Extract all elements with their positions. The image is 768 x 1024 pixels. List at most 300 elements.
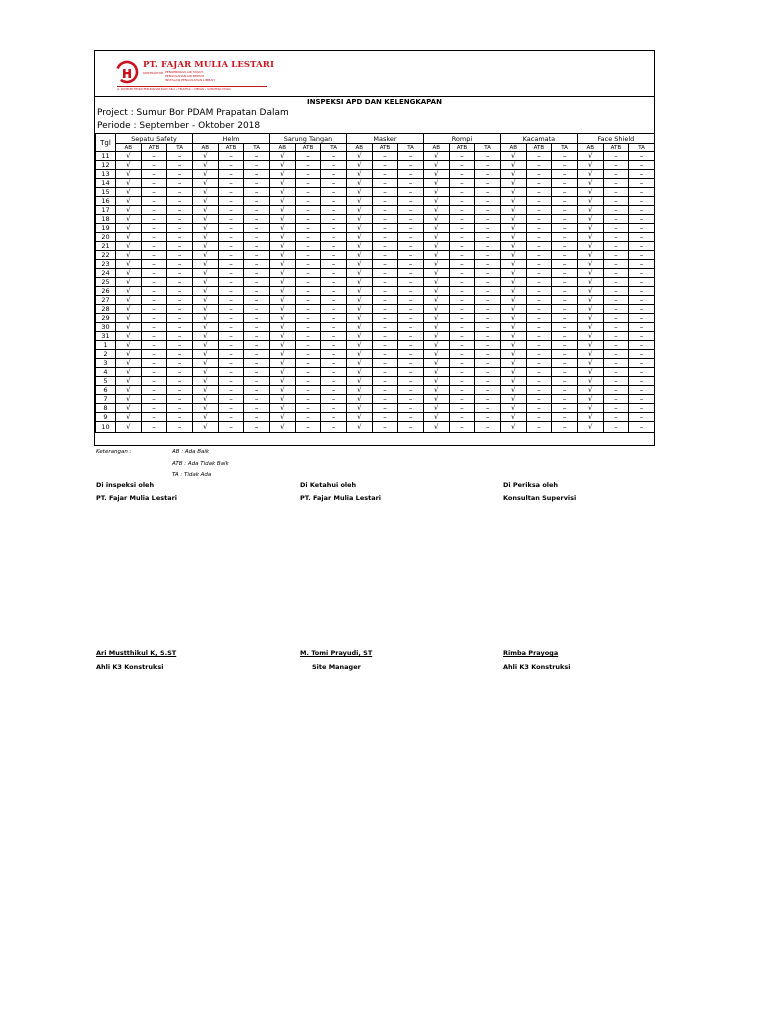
status-cell-atb: – xyxy=(603,179,629,188)
date-column-header: Tgl xyxy=(96,134,116,152)
status-cell-ta: – xyxy=(475,278,501,287)
status-cell-ab: √ xyxy=(577,359,603,368)
status-cell-ta: – xyxy=(552,314,578,323)
date-cell: 29 xyxy=(96,314,116,323)
status-cell-ta: – xyxy=(244,395,270,404)
group-header: Helm xyxy=(193,134,270,144)
status-cell-ta: – xyxy=(629,395,655,404)
status-cell-ta: – xyxy=(167,404,193,413)
sub-header: TA xyxy=(629,144,655,152)
status-cell-atb: – xyxy=(526,341,552,350)
status-cell-ta: – xyxy=(398,269,424,278)
status-cell-ta: – xyxy=(552,305,578,314)
status-cell-ab: √ xyxy=(423,341,449,350)
sub-header: ATB xyxy=(218,144,244,152)
status-cell-ab: √ xyxy=(270,233,296,242)
status-cell-ab: √ xyxy=(116,179,142,188)
table-row xyxy=(96,323,655,332)
status-cell-ta: – xyxy=(167,233,193,242)
status-cell-ta: – xyxy=(552,179,578,188)
status-cell-atb: – xyxy=(526,197,552,206)
status-cell-ab: √ xyxy=(423,260,449,269)
status-cell-ab: √ xyxy=(346,242,372,251)
table-row xyxy=(96,404,655,413)
status-cell-ta: – xyxy=(167,188,193,197)
status-cell-atb: – xyxy=(218,251,244,260)
status-cell-ab: √ xyxy=(500,314,526,323)
status-cell-atb: – xyxy=(295,251,321,260)
status-cell-ab: √ xyxy=(116,224,142,233)
status-cell-atb: – xyxy=(218,359,244,368)
status-cell-ta: – xyxy=(167,215,193,224)
sub-header: ATB xyxy=(372,144,398,152)
status-cell-ab: √ xyxy=(116,161,142,170)
status-cell-atb: – xyxy=(526,224,552,233)
group-header: Sepatu Safety xyxy=(116,134,193,144)
date-cell: 27 xyxy=(96,296,116,305)
status-cell-ta: – xyxy=(629,404,655,413)
date-cell: 14 xyxy=(96,179,116,188)
status-cell-atb: – xyxy=(449,260,475,269)
status-cell-atb: – xyxy=(372,341,398,350)
status-cell-atb: – xyxy=(603,287,629,296)
status-cell-ta: – xyxy=(167,422,193,433)
status-cell-atb: – xyxy=(141,395,167,404)
status-cell-atb: – xyxy=(449,287,475,296)
table-row xyxy=(96,170,655,179)
status-cell-ta: – xyxy=(629,278,655,287)
status-cell-ab: √ xyxy=(116,359,142,368)
status-cell-ta: – xyxy=(552,422,578,433)
date-cell: 15 xyxy=(96,188,116,197)
status-cell-ab: √ xyxy=(193,170,219,179)
status-cell-ta: – xyxy=(629,170,655,179)
company-subtitle-2: PENGEBORAN AIR TANAH xyxy=(165,70,203,74)
status-cell-atb: – xyxy=(449,413,475,422)
status-cell-atb: – xyxy=(218,377,244,386)
sub-header: ATB xyxy=(526,144,552,152)
status-cell-ta: – xyxy=(244,314,270,323)
status-cell-atb: – xyxy=(526,206,552,215)
status-cell-atb: – xyxy=(141,161,167,170)
status-cell-ta: – xyxy=(244,215,270,224)
status-cell-ta: – xyxy=(244,233,270,242)
status-cell-ta: – xyxy=(321,296,347,305)
status-cell-ab: √ xyxy=(193,395,219,404)
status-cell-ab: √ xyxy=(346,233,372,242)
status-cell-ta: – xyxy=(398,206,424,215)
status-cell-ab: √ xyxy=(423,152,449,161)
status-cell-ta: – xyxy=(475,287,501,296)
status-cell-atb: – xyxy=(141,215,167,224)
status-cell-ta: – xyxy=(552,278,578,287)
status-cell-ab: √ xyxy=(577,242,603,251)
status-cell-ta: – xyxy=(321,350,347,359)
status-cell-atb: – xyxy=(141,305,167,314)
status-cell-atb: – xyxy=(449,170,475,179)
status-cell-ta: – xyxy=(398,305,424,314)
status-cell-atb: – xyxy=(372,368,398,377)
status-cell-atb: – xyxy=(526,305,552,314)
status-cell-atb: – xyxy=(449,395,475,404)
status-cell-ab: √ xyxy=(193,251,219,260)
status-cell-ta: – xyxy=(475,170,501,179)
project-line: Project : Sumur Bor PDAM Prapatan Dalam xyxy=(97,108,289,118)
status-cell-atb: – xyxy=(295,161,321,170)
status-cell-atb: – xyxy=(526,395,552,404)
status-cell-ab: √ xyxy=(346,332,372,341)
status-cell-ta: – xyxy=(244,269,270,278)
status-cell-atb: – xyxy=(372,215,398,224)
status-cell-ab: √ xyxy=(423,332,449,341)
status-cell-atb: – xyxy=(295,359,321,368)
status-cell-ab: √ xyxy=(270,395,296,404)
date-cell: 5 xyxy=(96,377,116,386)
status-cell-ta: – xyxy=(552,368,578,377)
status-cell-ab: √ xyxy=(116,386,142,395)
status-cell-ta: – xyxy=(552,233,578,242)
status-cell-ta: – xyxy=(321,287,347,296)
status-cell-ta: – xyxy=(398,152,424,161)
table-row xyxy=(96,422,655,433)
status-cell-ta: – xyxy=(167,287,193,296)
status-cell-atb: – xyxy=(449,296,475,305)
status-cell-atb: – xyxy=(449,278,475,287)
status-cell-atb: – xyxy=(295,269,321,278)
status-cell-ab: √ xyxy=(423,161,449,170)
status-cell-ab: √ xyxy=(193,404,219,413)
status-cell-ta: – xyxy=(244,422,270,433)
company-name: PT. FAJAR MULIA LESTARI xyxy=(143,60,275,70)
status-cell-atb: – xyxy=(603,422,629,433)
status-cell-atb: – xyxy=(218,197,244,206)
status-cell-ab: √ xyxy=(116,377,142,386)
status-cell-atb: – xyxy=(526,377,552,386)
table-row xyxy=(96,179,655,188)
status-cell-ta: – xyxy=(398,341,424,350)
date-cell: 31 xyxy=(96,332,116,341)
status-cell-ab: √ xyxy=(577,314,603,323)
status-cell-atb: – xyxy=(218,323,244,332)
status-cell-ab: √ xyxy=(577,287,603,296)
status-cell-ta: – xyxy=(629,179,655,188)
status-cell-ab: √ xyxy=(270,260,296,269)
status-cell-ab: √ xyxy=(577,278,603,287)
status-cell-atb: – xyxy=(372,206,398,215)
status-cell-atb: – xyxy=(449,359,475,368)
date-cell: 28 xyxy=(96,305,116,314)
status-cell-atb: – xyxy=(372,305,398,314)
table-row xyxy=(96,206,655,215)
signature-1-org: PT. Fajar Mulia Lestari xyxy=(96,494,178,502)
status-cell-ab: √ xyxy=(500,215,526,224)
signature-2-title: Site Manager xyxy=(312,663,361,671)
status-cell-ta: – xyxy=(629,296,655,305)
status-cell-ta: – xyxy=(244,368,270,377)
status-cell-ab: √ xyxy=(346,350,372,359)
status-cell-ab: √ xyxy=(577,251,603,260)
status-cell-ab: √ xyxy=(116,260,142,269)
group-header: Sarung Tangan xyxy=(270,134,347,144)
status-cell-atb: – xyxy=(218,179,244,188)
status-cell-atb: – xyxy=(218,296,244,305)
table-row xyxy=(96,224,655,233)
status-cell-ta: – xyxy=(167,377,193,386)
table-row xyxy=(96,413,655,422)
status-cell-ta: – xyxy=(321,341,347,350)
status-cell-ta: – xyxy=(629,368,655,377)
status-cell-ab: √ xyxy=(116,395,142,404)
sub-header: AB xyxy=(577,144,603,152)
status-cell-ab: √ xyxy=(346,296,372,305)
status-cell-ab: √ xyxy=(423,278,449,287)
status-cell-ab: √ xyxy=(270,278,296,287)
status-cell-ab: √ xyxy=(270,323,296,332)
date-cell: 12 xyxy=(96,161,116,170)
status-cell-ab: √ xyxy=(270,377,296,386)
status-cell-ta: – xyxy=(321,395,347,404)
status-cell-atb: – xyxy=(141,422,167,433)
status-cell-ta: – xyxy=(475,359,501,368)
table-row xyxy=(96,242,655,251)
status-cell-ab: √ xyxy=(270,269,296,278)
status-cell-atb: – xyxy=(295,368,321,377)
status-cell-ab: √ xyxy=(577,161,603,170)
status-cell-atb: – xyxy=(218,350,244,359)
status-cell-atb: – xyxy=(449,386,475,395)
status-cell-atb: – xyxy=(372,296,398,305)
status-cell-ab: √ xyxy=(270,350,296,359)
status-cell-atb: – xyxy=(372,152,398,161)
status-cell-atb: – xyxy=(603,170,629,179)
status-cell-ab: √ xyxy=(116,413,142,422)
status-cell-atb: – xyxy=(372,278,398,287)
status-cell-ta: – xyxy=(244,251,270,260)
status-cell-ta: – xyxy=(475,296,501,305)
status-cell-ta: – xyxy=(552,341,578,350)
signature-3-role: Di Periksa oleh xyxy=(503,481,559,489)
status-cell-ab: √ xyxy=(116,188,142,197)
table-row xyxy=(96,260,655,269)
status-cell-ab: √ xyxy=(193,188,219,197)
status-cell-ab: √ xyxy=(423,314,449,323)
status-cell-ab: √ xyxy=(116,197,142,206)
date-cell: 17 xyxy=(96,206,116,215)
status-cell-ab: √ xyxy=(500,170,526,179)
status-cell-ab: √ xyxy=(423,242,449,251)
status-cell-ab: √ xyxy=(577,332,603,341)
sub-header: TA xyxy=(244,144,270,152)
status-cell-ta: – xyxy=(244,278,270,287)
status-cell-atb: – xyxy=(218,161,244,170)
status-cell-ta: – xyxy=(167,206,193,215)
status-cell-ab: √ xyxy=(346,179,372,188)
status-cell-ta: – xyxy=(398,377,424,386)
table-row xyxy=(96,197,655,206)
table-row xyxy=(96,341,655,350)
status-cell-atb: – xyxy=(372,404,398,413)
status-cell-ta: – xyxy=(244,386,270,395)
status-cell-ta: – xyxy=(629,305,655,314)
status-cell-atb: – xyxy=(218,233,244,242)
status-cell-ab: √ xyxy=(346,368,372,377)
letterhead-divider xyxy=(117,86,267,87)
status-cell-ab: √ xyxy=(346,287,372,296)
status-cell-atb: – xyxy=(526,359,552,368)
status-cell-ta: – xyxy=(244,296,270,305)
status-cell-ab: √ xyxy=(423,323,449,332)
status-cell-ta: – xyxy=(629,260,655,269)
status-cell-atb: – xyxy=(526,188,552,197)
status-cell-ta: – xyxy=(398,296,424,305)
status-cell-ab: √ xyxy=(193,215,219,224)
status-cell-ta: – xyxy=(629,206,655,215)
status-cell-atb: – xyxy=(295,422,321,433)
status-cell-ab: √ xyxy=(270,179,296,188)
group-header: Face Shield xyxy=(577,134,654,144)
status-cell-atb: – xyxy=(603,206,629,215)
status-cell-ta: – xyxy=(398,251,424,260)
status-cell-atb: – xyxy=(295,188,321,197)
status-cell-ta: – xyxy=(398,359,424,368)
status-cell-ta: – xyxy=(244,377,270,386)
status-cell-ab: √ xyxy=(423,179,449,188)
status-cell-ta: – xyxy=(244,323,270,332)
status-cell-ta: – xyxy=(475,404,501,413)
status-cell-atb: – xyxy=(295,233,321,242)
status-cell-ab: √ xyxy=(346,305,372,314)
status-cell-atb: – xyxy=(295,179,321,188)
sub-header: AB xyxy=(423,144,449,152)
status-cell-ta: – xyxy=(629,359,655,368)
status-cell-atb: – xyxy=(372,161,398,170)
status-cell-atb: – xyxy=(526,296,552,305)
sub-header: TA xyxy=(475,144,501,152)
status-cell-ta: – xyxy=(167,197,193,206)
status-cell-ab: √ xyxy=(500,206,526,215)
sub-header: TA xyxy=(552,144,578,152)
status-cell-ab: √ xyxy=(500,251,526,260)
status-cell-ab: √ xyxy=(346,206,372,215)
status-cell-atb: – xyxy=(295,224,321,233)
status-cell-ta: – xyxy=(244,260,270,269)
status-cell-ta: – xyxy=(244,404,270,413)
status-cell-atb: – xyxy=(526,260,552,269)
status-cell-atb: – xyxy=(141,359,167,368)
status-cell-ab: √ xyxy=(577,179,603,188)
status-cell-ab: √ xyxy=(346,269,372,278)
status-cell-atb: – xyxy=(449,251,475,260)
status-cell-ab: √ xyxy=(116,368,142,377)
status-cell-ta: – xyxy=(167,296,193,305)
status-cell-atb: – xyxy=(603,332,629,341)
status-cell-ta: – xyxy=(321,368,347,377)
signature-1-title: Ahli K3 Konstruksi xyxy=(96,663,164,671)
status-cell-ta: – xyxy=(244,332,270,341)
status-cell-ta: – xyxy=(552,188,578,197)
signature-2-role: Di Ketahui oleh xyxy=(300,481,357,489)
table-row xyxy=(96,296,655,305)
status-cell-ta: – xyxy=(167,314,193,323)
status-cell-atb: – xyxy=(449,341,475,350)
group-header: Kacamata xyxy=(500,134,577,144)
status-cell-ab: √ xyxy=(193,179,219,188)
status-cell-atb: – xyxy=(372,386,398,395)
date-cell: 19 xyxy=(96,224,116,233)
status-cell-ab: √ xyxy=(270,287,296,296)
status-cell-atb: – xyxy=(603,152,629,161)
status-cell-ta: – xyxy=(167,242,193,251)
status-cell-atb: – xyxy=(449,269,475,278)
status-cell-ta: – xyxy=(475,152,501,161)
status-cell-atb: – xyxy=(449,323,475,332)
status-cell-ab: √ xyxy=(500,368,526,377)
status-cell-ab: √ xyxy=(346,260,372,269)
status-cell-ta: – xyxy=(629,386,655,395)
status-cell-ab: √ xyxy=(193,269,219,278)
status-cell-ab: √ xyxy=(116,404,142,413)
status-cell-atb: – xyxy=(449,233,475,242)
status-cell-ta: – xyxy=(244,305,270,314)
status-cell-atb: – xyxy=(603,341,629,350)
status-cell-ab: √ xyxy=(577,224,603,233)
status-cell-atb: – xyxy=(295,296,321,305)
status-cell-ab: √ xyxy=(346,215,372,224)
status-cell-ta: – xyxy=(552,206,578,215)
status-cell-ta: – xyxy=(475,314,501,323)
status-cell-ta: – xyxy=(321,242,347,251)
status-cell-atb: – xyxy=(372,170,398,179)
status-cell-atb: – xyxy=(449,197,475,206)
status-cell-ab: √ xyxy=(270,242,296,251)
status-cell-atb: – xyxy=(526,242,552,251)
status-cell-ta: – xyxy=(167,395,193,404)
status-cell-ab: √ xyxy=(500,413,526,422)
status-cell-atb: – xyxy=(295,404,321,413)
status-cell-ab: √ xyxy=(193,152,219,161)
status-cell-ta: – xyxy=(167,269,193,278)
status-cell-atb: – xyxy=(526,314,552,323)
status-cell-atb: – xyxy=(141,269,167,278)
status-cell-ab: √ xyxy=(577,152,603,161)
status-cell-ta: – xyxy=(552,413,578,422)
status-cell-ab: √ xyxy=(116,296,142,305)
status-cell-atb: – xyxy=(295,287,321,296)
status-cell-atb: – xyxy=(603,377,629,386)
status-cell-atb: – xyxy=(603,395,629,404)
status-cell-ta: – xyxy=(244,350,270,359)
status-cell-ab: √ xyxy=(423,350,449,359)
status-cell-atb: – xyxy=(526,161,552,170)
sub-header: TA xyxy=(321,144,347,152)
status-cell-ta: – xyxy=(167,359,193,368)
table-row xyxy=(96,215,655,224)
status-cell-atb: – xyxy=(372,314,398,323)
date-cell: 18 xyxy=(96,215,116,224)
status-cell-atb: – xyxy=(218,215,244,224)
date-cell: 6 xyxy=(96,386,116,395)
status-cell-atb: – xyxy=(141,170,167,179)
status-cell-ab: √ xyxy=(423,404,449,413)
status-cell-atb: – xyxy=(449,368,475,377)
status-cell-ab: √ xyxy=(500,305,526,314)
status-cell-ta: – xyxy=(398,404,424,413)
status-cell-atb: – xyxy=(372,188,398,197)
status-cell-atb: – xyxy=(141,368,167,377)
status-cell-atb: – xyxy=(218,170,244,179)
table-row xyxy=(96,152,655,161)
status-cell-ab: √ xyxy=(423,206,449,215)
